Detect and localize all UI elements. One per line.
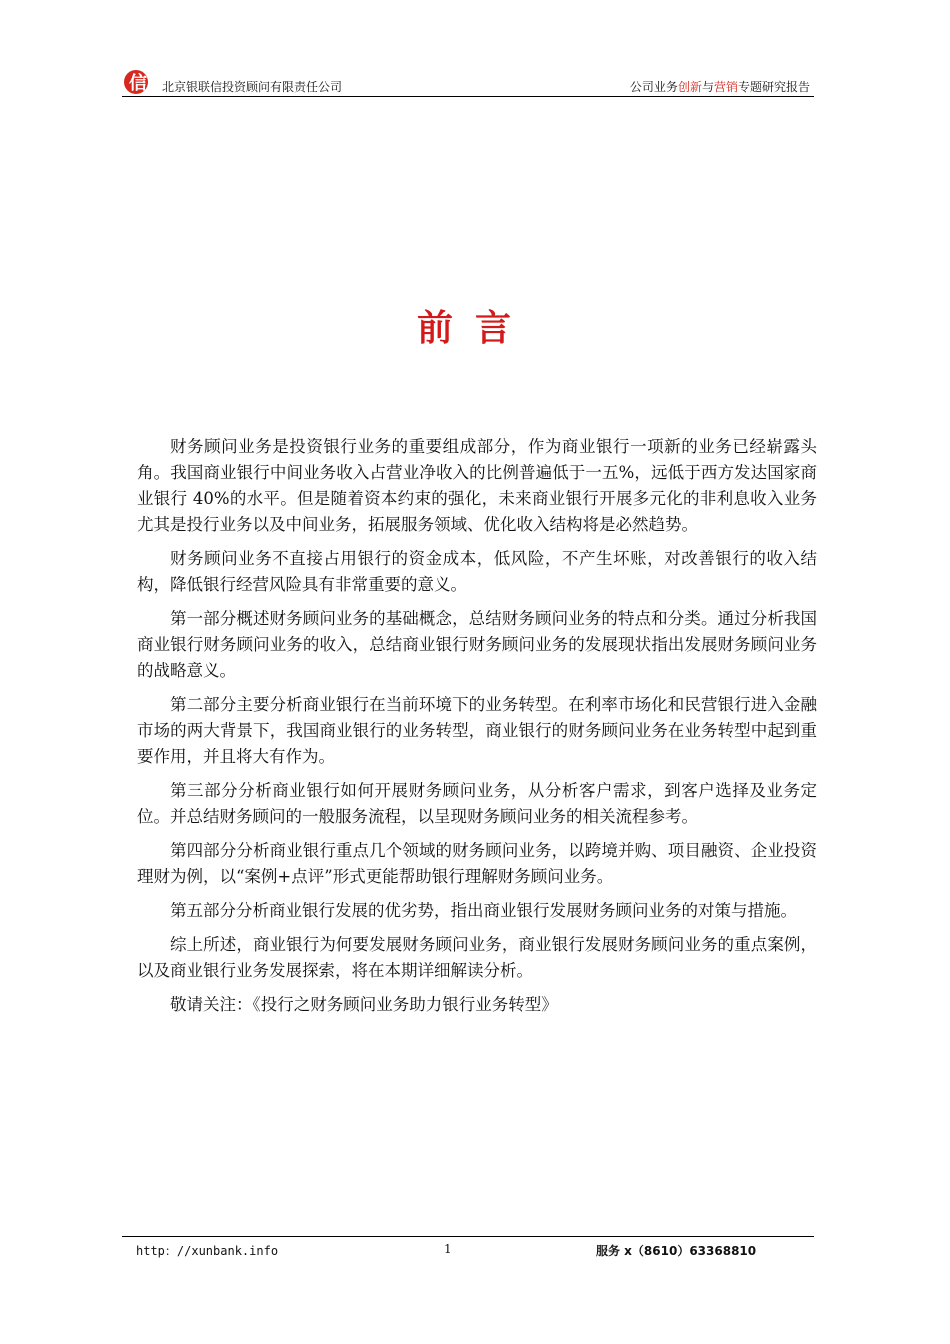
page-footer [122, 1236, 814, 1261]
logo-glyph: 信 [129, 73, 147, 94]
company-name: 北京银联信投资顾问有限责任公司 [162, 80, 343, 94]
report-title: 公司业务创新与营销专题研究报告 [629, 80, 810, 94]
paragraph-3: 第一部分概述财务顾问业务的基础概念，总结财务顾问业务的特点和分类。通过分析我国商业银行财务顾问业务的收入，总结商业银行财务顾问业务的发展现状指出发展财务顾问业务的战略意义。 [137, 609, 817, 680]
paragraph-5: 第三部分分析商业银行如何开展财务顾问业务，从分析客户需求，到客户选择及业务定位。并总结财务顾问的一般服务流程，以呈现财务顾问业务的相关流程参考。 [137, 781, 817, 826]
page-title: 前言 [416, 308, 533, 349]
body-text [137, 434, 817, 1026]
paragraph-9: 敬请关注：《投行之财务顾问业务助力银行业务转型》 [170, 995, 558, 1014]
paragraph-4: 第二部分主要分析商业银行在当前环境下的业务转型。在利率市场化和民营银行进入金融市场的两大背景下，我国商业银行的业务转型，商业银行的财务顾问业务在业务转型中起到重要作用，并且将大有作为。 [137, 695, 817, 766]
paragraph-1: 财务顾问业务是投资银行业务的重要组成部分，作为商业银行一项新的业务已经崭露头角。我国商业银行中间业务收入占营业净收入的比例普遍低于一五%，远低于西方发达国家商业银行 40%的水平。但是随着资本约束的强化，未来商业银行开展多元化的非利息收入业务尤其是投行业务以及中间业务，拓展服务领域、优化收入结构将是必然趋势。 [137, 437, 817, 534]
company-logo-icon [122, 68, 156, 96]
page-header [122, 68, 814, 97]
service-phone: 服务 x（8610）63368810 [596, 1244, 757, 1258]
footer-url[interactable]: http：//xunbank.info [136, 1244, 279, 1258]
paragraph-8: 综上所述，商业银行为何要发展财务顾问业务，商业银行发展财务顾问业务的重点案例，以及商业银行业务发展探索，将在本期详细解读分析。 [137, 935, 817, 980]
page-number: 1 [444, 1242, 452, 1256]
paragraph-7: 第五部分分析商业银行发展的优劣势，指出商业银行发展财务顾问业务的对策与措施。 [170, 901, 797, 920]
paragraph-6: 第四部分分析商业银行重点几个领域的财务顾问业务，以跨境并购、项目融资、企业投资理财为例，以“案例+点评”形式更能帮助银行理解财务顾问业务。 [137, 841, 817, 886]
paragraph-2: 财务顾问业务不直接占用银行的资金成本，低风险，不产生坏账，对改善银行的收入结构，降低银行经营风险具有非常重要的意义。 [137, 549, 817, 594]
